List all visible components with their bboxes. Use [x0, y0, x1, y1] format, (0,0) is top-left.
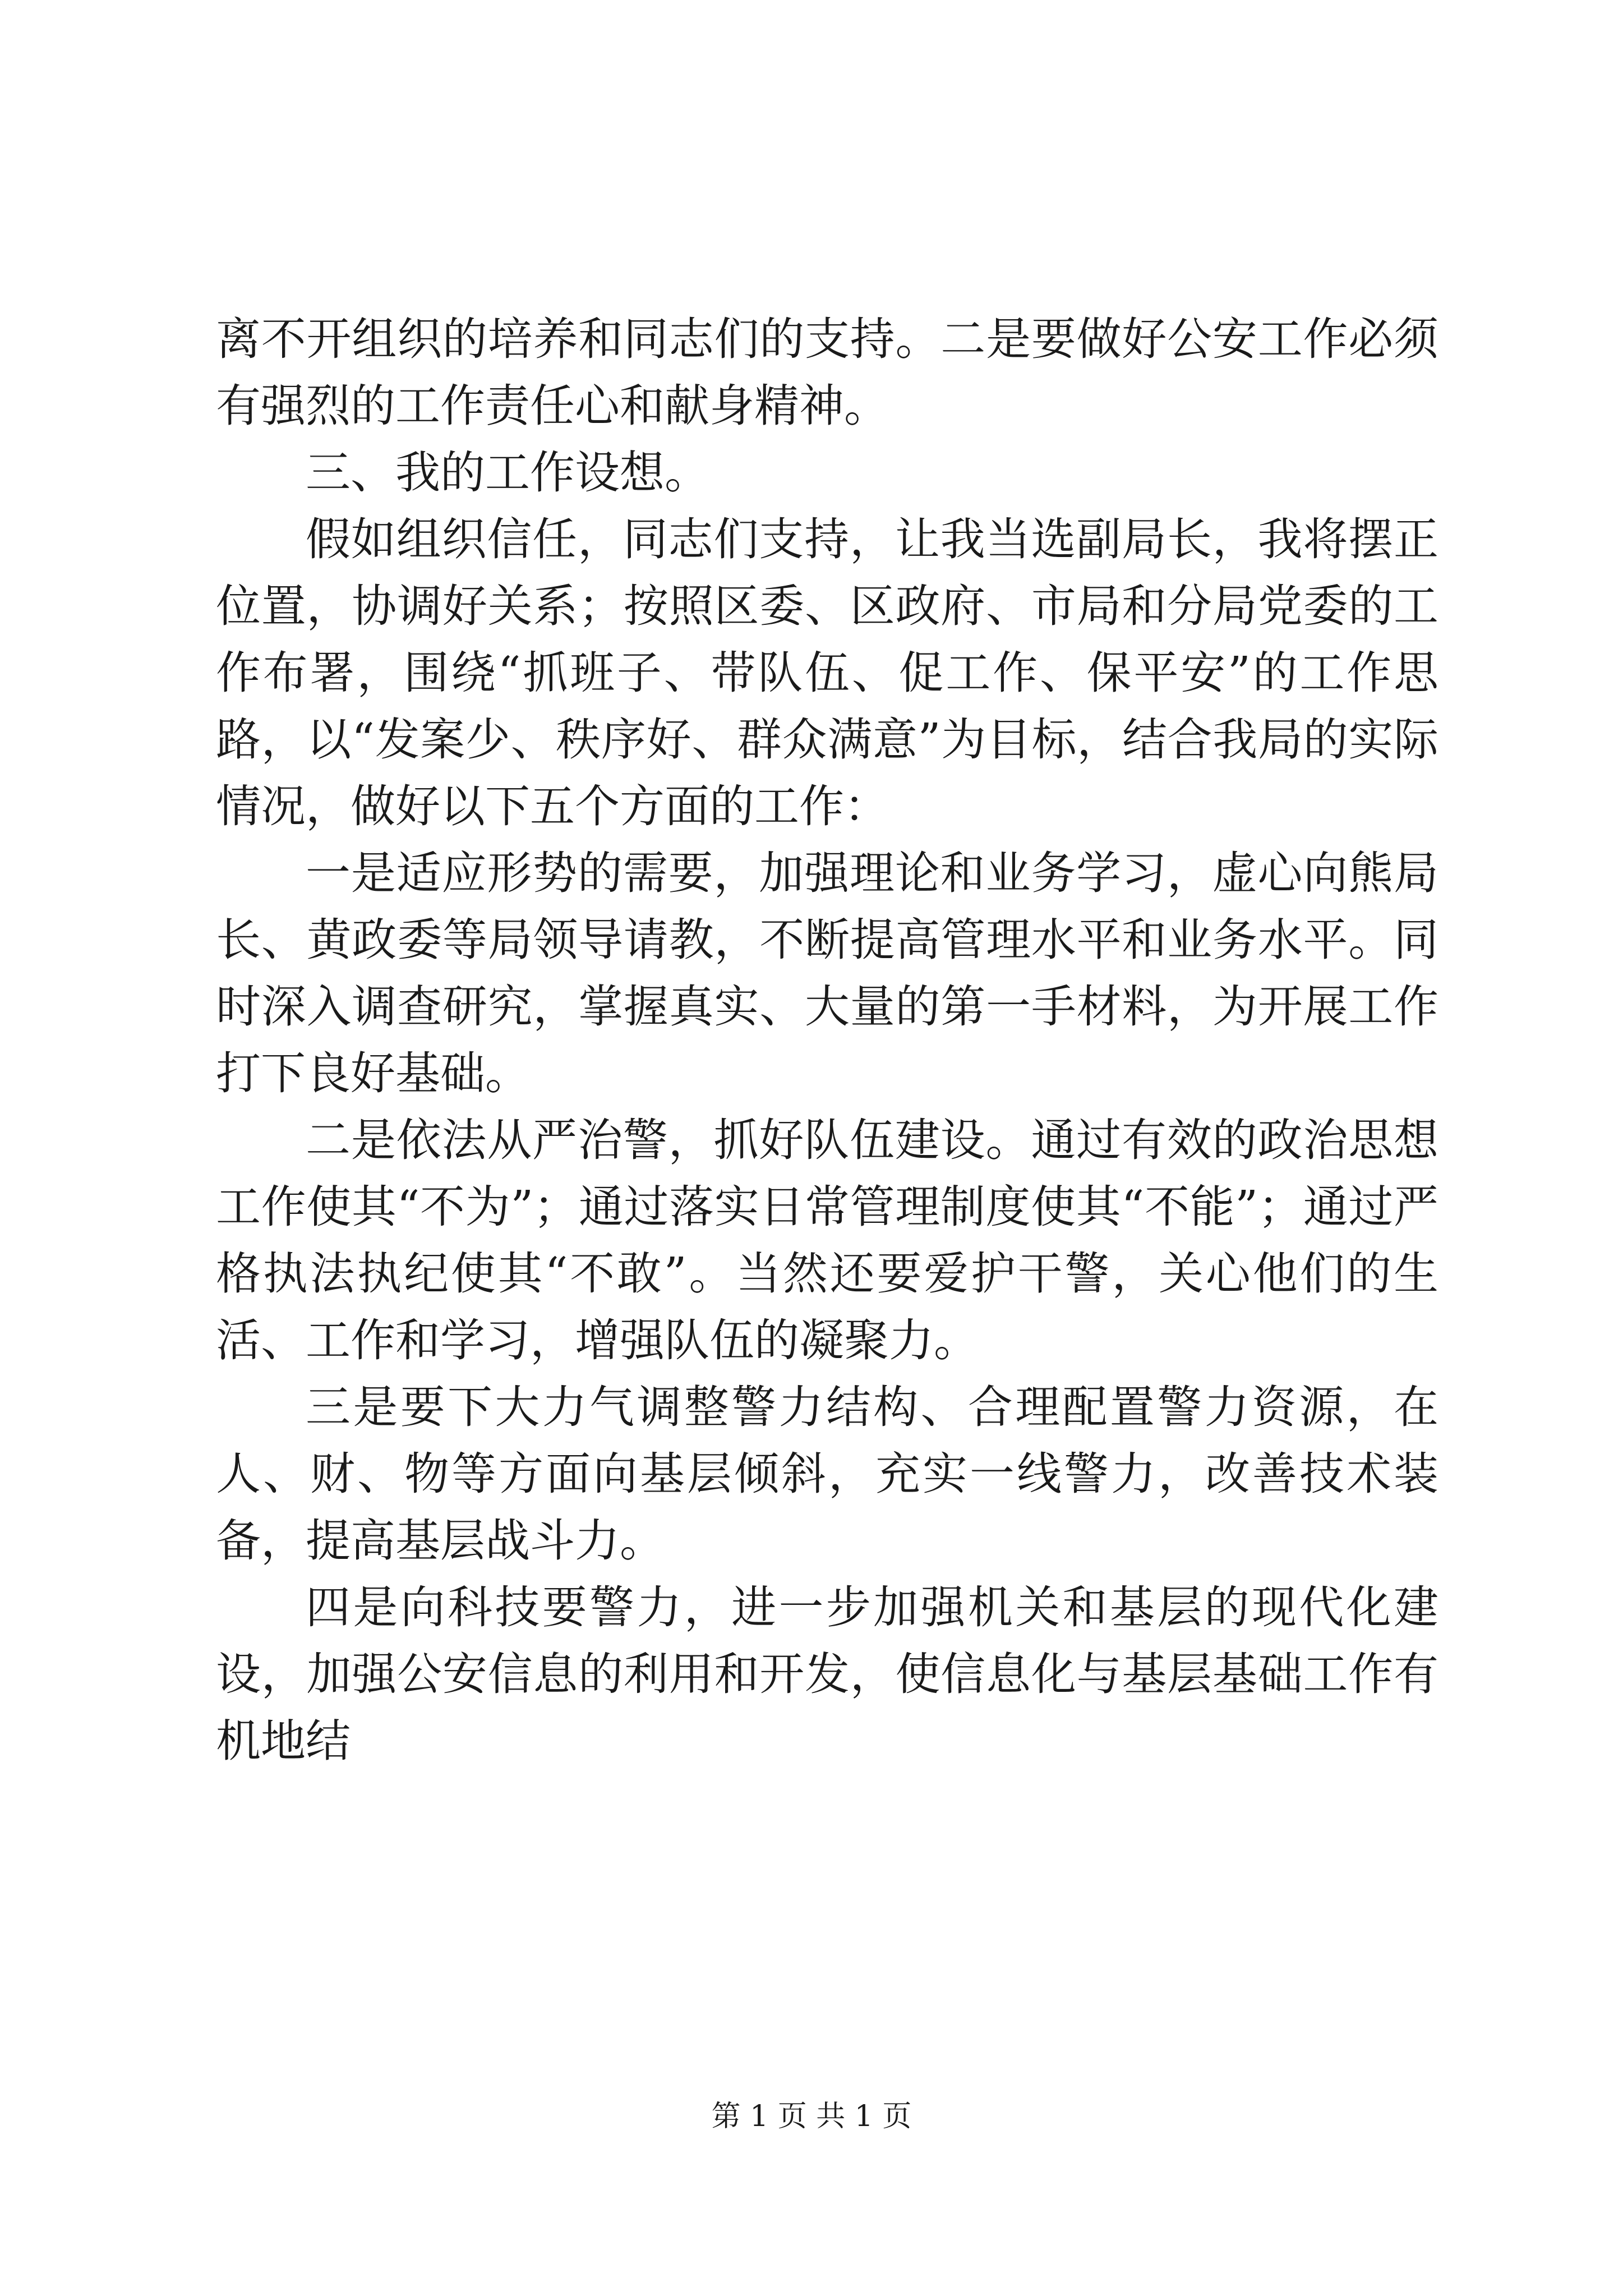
- paragraph-point-1: 一是适应形势的需要，加强理论和业务学习，虚心向熊局长、黄政委等局领导请教，不断提高管理水平和业务水平。同时深入调查研究，掌握真实、大量的第一手材料，为开展工作打下良好基础。: [216, 847, 1438, 1099]
- paragraph-point-2: 二是依法从严治警，抓好队伍建设。通过有效的政治思想工作使其“不为”；通过落实日常管理制度使其“不能”；通过严格执法执纪使其“不敢”。当然还要爱护干警，关心他们的生活、工作和学习，增强队伍的凝聚力。: [216, 1114, 1438, 1366]
- paragraph-point-3: 三是要下大力气调整警力结构、合理配置警力资源，在人、财、物等方面向基层倾斜，充实一线警力，改善技术装备，提高基层战斗力。: [216, 1381, 1438, 1567]
- paragraph-continuation: 离不开组织的培养和同志们的支持。二是要做好公安工作必须有强烈的工作责任心和献身精神。: [216, 313, 1438, 432]
- section-heading: 三、我的工作设想。: [306, 447, 709, 499]
- document-body: [216, 306, 1438, 1774]
- page-number-label: 第 1 页 共 1 页: [711, 2100, 912, 2133]
- page-footer: [0, 2097, 1623, 2136]
- paragraph-point-4: 四是向科技要警力，进一步加强机关和基层的现代化建设，加强公安信息的利用和开发，使信息化与基层基础工作有机地结: [216, 1581, 1438, 1767]
- paragraph-intro: 假如组织信任，同志们支持，让我当选副局长，我将摆正位置，协调好关系；按照区委、区政府、市局和分局党委的工作布署，围绕“抓班子、带队伍、促工作、保平安”的工作思路，以“发案少、秩序好、群众满意”为目标，结合我局的实际情况，做好以下五个方面的工作：: [216, 513, 1438, 832]
